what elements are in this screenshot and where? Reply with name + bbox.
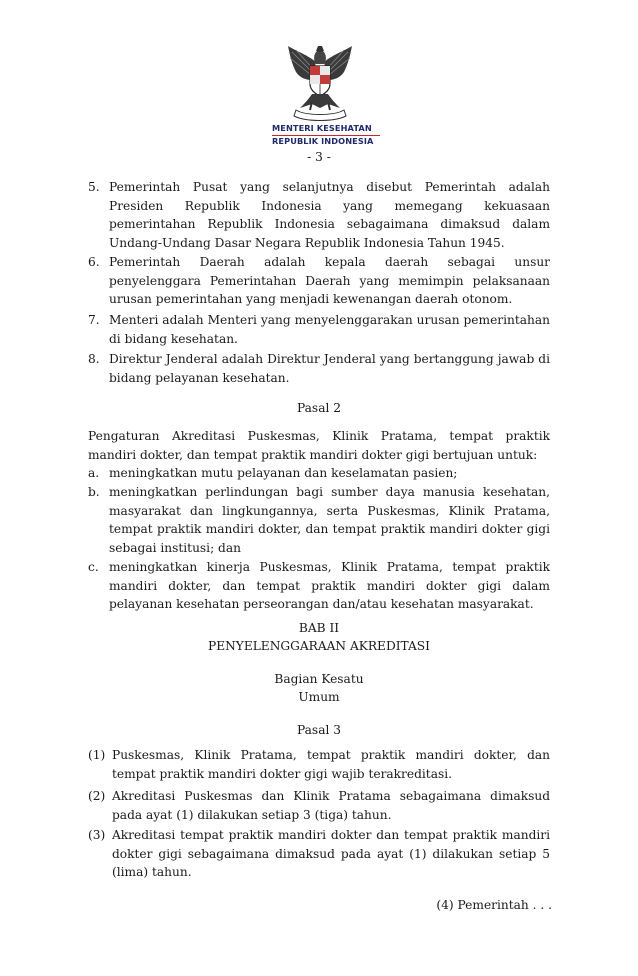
definition-text: Pemerintah Daerah adalah kepala daerah sebagai unsur penyelenggara Pemerintahan Daerah yang memimpin pelaksanaan urusan pemerintahan yang menjadi kewenangan daerah otonom. [109, 255, 550, 306]
list-item [88, 483, 550, 557]
list-item-text: meningkatkan mutu pelayanan dan keselamatan pasien; [109, 466, 458, 480]
garuda-emblem-icon [282, 42, 358, 124]
definition-text: Direktur Jenderal adalah Direktur Jenderal yang bertanggung jawab di bidang pelayanan kesehatan. [109, 352, 550, 385]
list-item [88, 787, 550, 824]
list-item-text: Akreditasi Puskesmas dan Klinik Pratama sebagaimana dimaksud pada ayat (1) dilakukan setiap 3 (tiga) tahun. [112, 789, 550, 822]
chapter-title: BAB II [298, 621, 340, 635]
list-item-text: meningkatkan perlindungan bagi sumber daya manusia kesehatan, masyarakat dan lingkungannya, serta Puskesmas, Klinik Pratama, tempat praktik mandiri dokter, dan tempat praktik mandiri dokter gigi sebagai institusi; dan [109, 485, 550, 555]
ministry-line-2: REPUBLIK INDONESIA [272, 135, 374, 146]
definition-item [88, 178, 550, 252]
list-item-number: (3) [88, 828, 106, 842]
section-title: Bagian Kesatu [274, 672, 364, 686]
list-item [88, 746, 550, 783]
section-subtitle: Umum [298, 690, 340, 704]
definition-item [88, 253, 550, 309]
definition-number: 5. [88, 180, 100, 194]
list-item-number: (1) [88, 748, 106, 762]
list-item-letter: b. [88, 485, 100, 499]
definition-text: Menteri adalah Menteri yang menyelenggarakan urusan pemerintahan di bidang kesehatan. [109, 313, 550, 346]
definition-text: Pemerintah Pusat yang selanjutnya disebut Pemerintah adalah Presiden Republik Indonesia yang memegang kekuasaan pemerintahan Republik Indonesia sebagaimana dimaksud dalam Undang-Undang Dasar Negara Republik Indonesia Tahun 1945. [109, 180, 550, 250]
ministry-label [272, 124, 382, 146]
list-item [88, 464, 550, 483]
definition-item [88, 350, 550, 387]
list-item-text: meningkatkan kinerja Puskesmas, Klinik Pratama, tempat praktik mandiri dokter, dan tempat praktik mandiri dokter gigi dalam pelayanan kesehatan perseorangan dan/atau kesehatan masyarakat. [109, 560, 550, 611]
page-number: - 3 - [307, 150, 331, 164]
pasal-2-intro: Pengaturan Akreditasi Puskesmas, Klinik Pratama, tempat praktik mandiri dokter, dan tempat praktik mandiri dokter gigi bertujuan untuk: [88, 429, 550, 462]
definition-number: 7. [88, 313, 100, 327]
definition-number: 8. [88, 352, 100, 366]
pasal-3-heading: Pasal 3 [297, 723, 341, 737]
chapter-subtitle: PENYELENGGARAAN AKREDITASI [208, 639, 430, 653]
list-item [88, 826, 550, 882]
list-item-letter: c. [88, 560, 99, 574]
list-item [88, 558, 550, 614]
list-item-letter: a. [88, 466, 100, 480]
pasal-2-heading: Pasal 2 [297, 401, 341, 415]
list-item-text: Akreditasi tempat praktik mandiri dokter dan tempat praktik mandiri dokter gigi sebagaimana dimaksud pada ayat (1) dilakukan setiap 5 (lima) tahun. [112, 828, 550, 879]
next-page-catchword: (4) Pemerintah . . . [436, 898, 552, 912]
definition-item [88, 311, 550, 348]
ministry-line-1: MENTERI KESEHATAN [272, 124, 380, 136]
list-item-text: Puskesmas, Klinik Pratama, tempat praktik mandiri dokter, dan tempat praktik mandiri dokter gigi wajib terakreditasi. [112, 748, 550, 781]
list-item-number: (2) [88, 789, 106, 803]
definition-number: 6. [88, 255, 100, 269]
